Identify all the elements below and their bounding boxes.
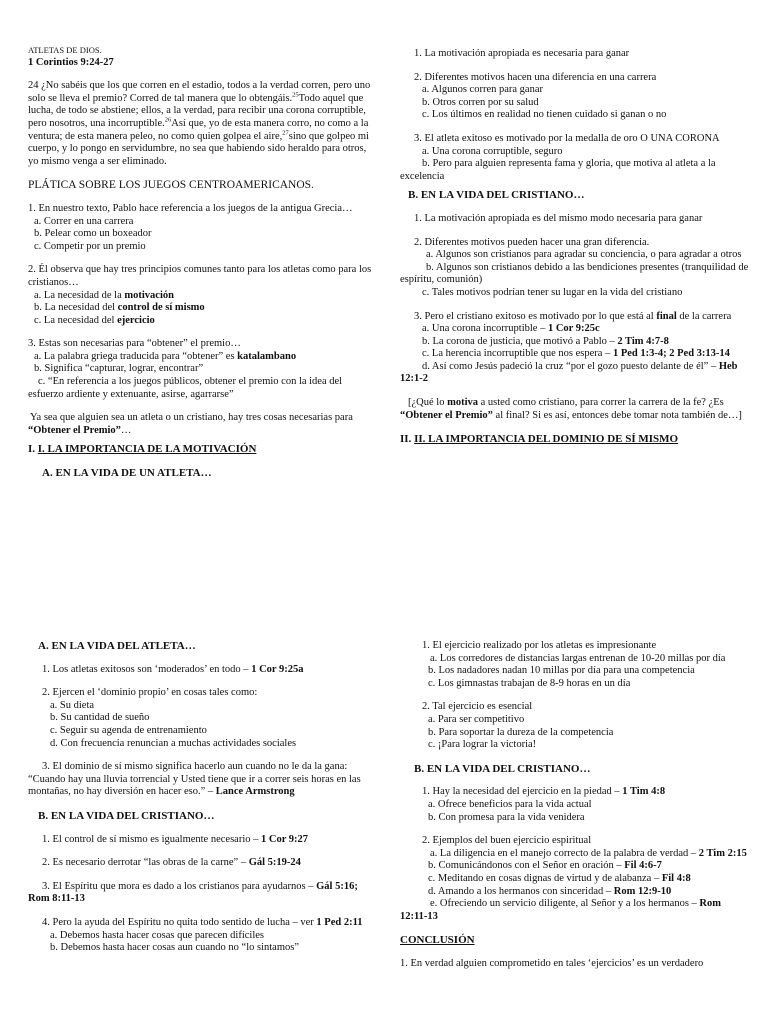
section-2-heading: II. II. LA IMPORTANCIA DEL DOMINIO DE SÍ MISMO [400, 433, 679, 446]
f-point-2c: c. Meditando en cosas dignas de virtud y de alabanza – Fil 4:8 [428, 872, 691, 884]
f-point-1: 1. Hay la necesidad del ejercicio en la piedad – 1 Tim 4:8 [422, 786, 666, 798]
e-point-1: 1. El ejercicio realizado por los atletas es impresionante [422, 640, 657, 651]
r-point-2c: c. Los últimos en realidad no tienen cuidado si ganan o no [422, 109, 667, 121]
point-3b: b. Significa “capturar, lograr, encontrar” [34, 363, 204, 375]
a-point-2: 2. Ejercen el ‘dominio propio’ en cosas tales como: [42, 687, 258, 699]
r-point-3a: a. Una corona corruptible, seguro [422, 145, 563, 157]
b-point-2c: c. Tales motivos podrían tener su lugar en la vida del cristiano [422, 286, 683, 298]
point-2b: b. La necesidad del control de sí mismo [34, 302, 205, 314]
b-point-2b: b. Algunos son cristianos debido a las bendiciones presentes (tranquilidad de espíritu, comunión) [400, 261, 749, 286]
r-point-3: 3. El atleta exitoso es motivado por la medalla de oro O UNA CORONA [414, 132, 720, 144]
page-1-right-column [400, 48, 750, 446]
c-point-4: 4. Pero la ayuda del Espíritu no quita todo sentido de lucha – ver 1 Ped 2:11 [42, 916, 363, 928]
r-point-3b: b. Pero para alguien representa fama y gloria, que motiva al atleta a la excelencia [400, 158, 716, 182]
a-point-2c: c. Seguir su agenda de entrenamiento [50, 724, 207, 736]
e-point-2b: b. Para soportar la dureza de la competencia [428, 726, 614, 738]
f-point-2d: d. Amando a los hermanos con sinceridad – Rom 12:9-10 [428, 885, 672, 897]
point-1a: a. Correr en una carrera [34, 215, 134, 227]
b-point-3a: a. Una corona incorruptible – 1 Cor 9:25c [422, 323, 600, 335]
r-point-2a: a. Algunos corren para ganar [422, 84, 543, 96]
point-2c: c. La necesidad del ejercicio [34, 314, 155, 326]
point-1: 1. En nuestro texto, Pablo hace referencia a los juegos de la antigua Grecia… [28, 202, 353, 214]
conclusion-heading: CONCLUSIÓN [400, 934, 475, 947]
a-point-2d: d. Con frecuencia renuncian a muchas actividades sociales [50, 737, 297, 749]
f-point-1b: b. Con promesa para la vida venidera [428, 811, 585, 823]
point-2a: a. La necesidad de la motivación [34, 289, 174, 301]
b-point-2a: a. Algunos son cristianos para agradar su conciencia, o para agradar a otros [426, 249, 742, 261]
section-1b-heading: B. EN LA VIDA DEL CRISTIANO… [408, 189, 585, 202]
e-point-2a: a. Para ser competitivo [428, 713, 525, 725]
point-3: 3. Estas son necesarias para “obtener” el premio… [28, 338, 241, 350]
section-1a-heading: A. EN LA VIDA DE UN ATLETA… [42, 467, 212, 480]
document-title: ATLETAS DE DIOS. [28, 45, 102, 55]
e-point-1a: a. Los corredores de distancias largas entrenan de 10-20 millas por día [430, 652, 726, 664]
f-point-2: 2. Ejemplos del buen ejercicio espiritual [422, 835, 592, 847]
reflection-question: [¿Qué lo motiva a usted como cristiano, para correr la carrera de la fe? ¿Es “Obtener el Premio” al final? Si es así, entonces debe tomar nota también de…] [400, 397, 742, 421]
a-point-3: 3. El dominio de sí mismo significa hacerlo aun cuando no le da la gana: “Cuando hay una lluvia torrencial y Usted tiene que ir a correr seis horas en las montañas, no hay diversión en hacer eso.” – Lance Armstrong [28, 761, 361, 798]
conclusion-point-1: 1. En verdad alguien comprometido en tales ‘ejercicios’ es un verdadero [400, 957, 704, 969]
e-point-1b: b. Los nadadores nadan 10 millas por día para una competencia [428, 665, 695, 677]
page-2-right-column [400, 640, 750, 970]
b-point-1: 1. La motivación apropiada es del mismo modo necesaria para ganar [414, 212, 703, 224]
c-point-1: 1. El control de sí mismo es igualmente necesario – 1 Cor 9:27 [42, 833, 309, 845]
platica-heading: PLÁTICA SOBRE LOS JUEGOS CENTROAMERICANOS. [28, 179, 314, 192]
point-3c: c. “En referencia a los juegos públicos, obtener el premio con la idea del esfuerzo ardiente y extenuante, asirse, agarrarse” [28, 376, 343, 400]
r-point-2b: b. Otros corren por su salud [422, 96, 539, 108]
b-point-3b: b. La corona de justicia, que motivó a Pablo – 2 Tim 4:7-8 [422, 335, 669, 347]
section-2a-heading: A. EN LA VIDA DEL ATLETA… [38, 640, 196, 652]
point-2: 2. Él observa que hay tres principios comunes tanto para los atletas como para los cristianos… [28, 264, 372, 288]
r-point-2: 2. Diferentes motivos hacen una diferencia en una carrera [414, 71, 657, 83]
section-1-heading: I. I. LA IMPORTANCIA DE LA MOTIVACIÓN [28, 443, 257, 456]
e-point-2c: c. ¡Para lograr la victoria! [428, 739, 537, 751]
page-2 [0, 628, 768, 1024]
e-point-1c: c. Los gimnastas trabajan de 8-9 horas en un día [428, 677, 631, 689]
summary-paragraph: Ya sea que alguien sea un atleta o un cristiano, hay tres cosas necesarias para “Obtener el Premio”… [28, 412, 353, 436]
f-point-2a: a. La diligencia en el manejo correcto de la palabra de verdad – 2 Tim 2:15 [430, 847, 747, 859]
scripture-passage: 24 ¿No sabéis que los que corren en el estadio, todos a la verdad corren, pero uno solo se lleva el premio? Corred de tal manera que lo obtengáis.$^{25}$Todo aquel que lucha, de todo se abstiene; ellos, a la verdad, para recibir una corona corruptible, pero nosotros, una incorruptible.$^{26}$Así que, yo de esta manera corro, no como a la ventura; de esta manera peleo, no como quien golpea el aire,$^{27}$sino que golpeo mi cuerpo, y lo pongo en servidumbre, no sea que habiendo sido heraldo para otros, yo mismo venga a ser eliminado. [28, 80, 371, 167]
r-point-1: 1. La motivación apropiada es necesaria para ganar [414, 48, 630, 59]
c-point-3: 3. El Espíritu que mora es dado a los cristianos para ayudarnos – Gál 5:16; Rom 8:11-13 [28, 880, 358, 905]
section-2b-heading: B. EN LA VIDA DEL CRISTIANO… [38, 809, 215, 822]
c-point-2: 2. Es necesario derrotar “las obras de la carne” – Gál 5:19-24 [42, 857, 301, 869]
page-1-left-column [28, 44, 378, 480]
c-point-4b: b. Debemos hasta hacer cosas aun cuando no “lo sintamos” [50, 942, 300, 954]
section-3b-heading: B. EN LA VIDA DEL CRISTIANO… [414, 762, 591, 775]
point-1b: b. Pelear como un boxeador [34, 228, 152, 240]
f-point-2e: e. Ofreciendo un servicio diligente, al Señor y a los hermanos – Rom 12:11-13 [400, 898, 722, 922]
b-point-2: 2. Diferentes motivos pueden hacer una gran diferencia. [414, 236, 650, 248]
point-1c: c. Competir por un premio [34, 240, 146, 252]
e-point-2: 2. Tal ejercicio es esencial [422, 701, 533, 713]
c-point-4a: a. Debemos hasta hacer cosas que parecen difíciles [50, 929, 264, 941]
b-point-3c: c. La herencia incorruptible que nos espera – 1 Ped 1:3-4; 2 Ped 3:13-14 [422, 348, 730, 360]
page-2-left-column [28, 640, 378, 955]
a-point-2b: b. Su cantidad de sueño [50, 712, 150, 724]
a-point-2a: a. Su dieta [50, 699, 95, 711]
b-point-3: 3. Pero el cristiano exitoso es motivado por lo que está al final de la carrera [414, 310, 732, 322]
point-3a: a. La palabra griega traducida para “obtener” es katalambano [34, 350, 297, 362]
f-point-2b: b. Comunicándonos con el Señor en oración – Fil 4:6-7 [428, 860, 662, 872]
b-point-3d: d. Así como Jesús padeció la cruz “por el gozo puesto delante de él” – Heb 12:1-2 [400, 360, 738, 385]
a-point-1: 1. Los atletas exitosos son ‘moderados’ en todo – 1 Cor 9:25a [42, 663, 304, 675]
f-point-1a: a. Ofrece beneficios para la vida actual [428, 798, 592, 810]
scripture-reference: 1 Corintios 9:24-27 [28, 56, 114, 68]
